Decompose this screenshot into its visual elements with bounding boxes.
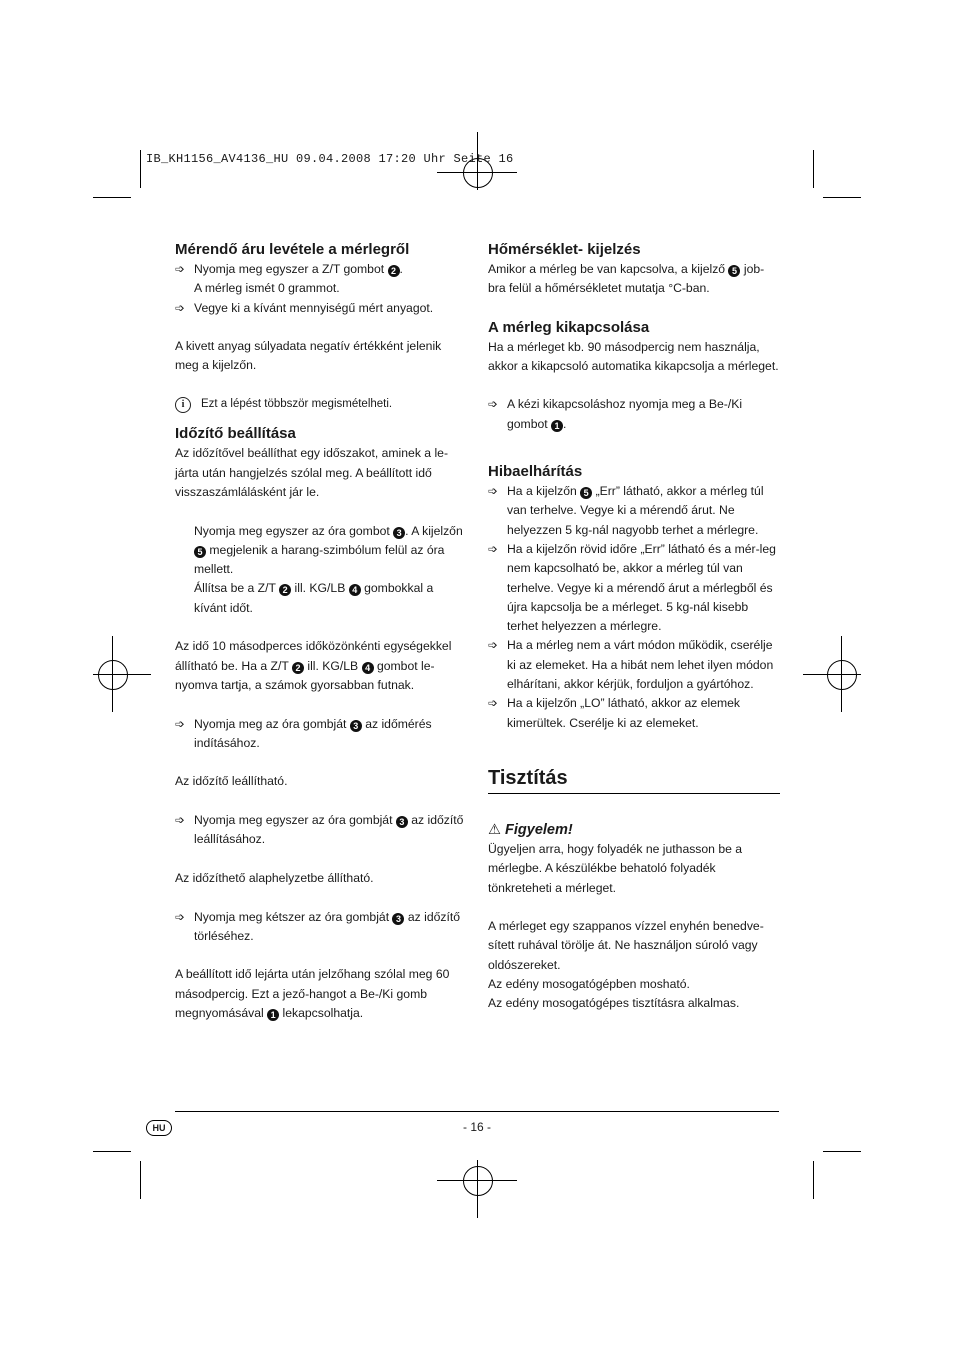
text-fragment: A kézi kikapcsoláshoz nyomja meg a Be-/Ki gombot [507, 397, 743, 431]
registration-mark-circle [463, 1166, 493, 1196]
list-item [488, 482, 780, 540]
crop-mark [93, 197, 131, 198]
list-item [488, 540, 780, 636]
warning-heading [488, 820, 780, 840]
paragraph: Az időzítő leállítható. [175, 774, 288, 789]
button-number-badge: 3 [392, 913, 404, 925]
button-number-badge: 2 [388, 265, 400, 277]
paragraph [175, 522, 467, 618]
text-fragment: az időmérés indításához. [194, 716, 432, 750]
text-fragment: . [563, 416, 567, 431]
button-number-badge: 1 [267, 1009, 279, 1021]
arrow-right-icon: ➩ [488, 541, 499, 556]
list-item [175, 908, 467, 947]
text-fragment: ill. KG/LB [294, 581, 346, 596]
info-icon: i [175, 397, 191, 413]
paragraph [488, 260, 780, 299]
list-item [488, 694, 780, 733]
text-fragment: gombokkal a kívánt időt. [194, 581, 434, 615]
language-badge: HU [146, 1120, 172, 1136]
page-number: - 16 - [462, 1120, 491, 1134]
list-item [488, 636, 780, 694]
registration-mark-circle [98, 660, 128, 690]
arrow-right-icon: ➩ [175, 300, 186, 315]
text-fragment: Állítsa be a Z/T [194, 581, 276, 596]
crop-mark [823, 197, 861, 198]
arrow-right-icon: ➩ [175, 813, 186, 828]
warning-triangle-icon: ⚠ [488, 821, 501, 838]
section-title-troubleshooting: Hibaelhárítás [488, 463, 583, 481]
button-number-badge: 5 [728, 265, 740, 277]
list-item [488, 395, 780, 434]
crop-mark [140, 150, 141, 188]
crop-mark [813, 150, 814, 188]
crop-mark [813, 1161, 814, 1199]
section-title-remove-goods: Mérendő áru levétele a mérlegről [175, 241, 410, 258]
section-title-timer: Időzítő beállítása [175, 425, 296, 443]
paragraph: Ha a mérleget kb. 90 másodpercig nem használja, akkor a kikapcsoló automatika kikapcsolja a mérleget. [488, 339, 779, 373]
button-number-badge: 5 [580, 487, 592, 499]
text-fragment: A mérleg ismét 0 grammot. [194, 281, 340, 296]
section-title-temperature: Hőmérséklet- kijelzés [488, 241, 641, 258]
text-fragment: job-bra felül a hőmérsékletet mutatja °C-ban. [488, 262, 765, 296]
paragraph: Az edény mosogatógépben mosható. [488, 977, 690, 992]
paragraph [175, 965, 467, 1023]
text-fragment: lekapcsolhatja. [282, 1005, 364, 1020]
text-fragment: Nyomja meg egyszer az óra gombot [194, 523, 390, 538]
crop-mark [93, 1151, 131, 1152]
paragraph: Ügyeljen arra, hogy folyadék ne juthasson be a mérlegbe. A készülékbe behatoló folyadék tönkreteheti a mérleget. [488, 841, 743, 895]
right-column [488, 240, 780, 1014]
text-fragment: Ezt a lépést többször megismételheti. [201, 398, 393, 411]
text-fragment: Nyomja meg egyszer az óra gombját [194, 813, 393, 828]
paragraph [175, 637, 467, 695]
arrow-right-icon: ➩ [488, 696, 499, 711]
button-number-badge: 1 [551, 420, 563, 432]
arrow-right-icon: ➩ [488, 484, 499, 499]
button-number-badge: 4 [362, 662, 374, 674]
arrow-right-icon: ➩ [175, 262, 186, 276]
text-fragment: . A kijelzőn [405, 523, 463, 538]
left-column [175, 240, 467, 1023]
text-fragment: Ha a kijelzőn [507, 484, 577, 499]
paragraph: Az időzíthető alaphelyzetbe állítható. [175, 870, 374, 885]
paragraph: A mérleget egy szappanos vízzel enyhén benedve-sített ruhával törölje át. Ne használjon súroló vagy oldószereket. [488, 919, 764, 972]
crop-mark [823, 1151, 861, 1152]
button-number-badge: 3 [393, 527, 405, 539]
list-item [175, 260, 467, 299]
button-number-badge: 3 [396, 816, 408, 828]
text-fragment: ill. KG/LB [307, 658, 359, 673]
text-fragment: . [399, 262, 403, 276]
paragraph: Az edény mosogatógépes tisztításra alkalmas. [488, 996, 740, 1011]
section-title-cleaning: Tisztítás [488, 765, 780, 794]
button-number-badge: 2 [279, 584, 291, 596]
list-item [175, 811, 467, 850]
paragraph: A kivett anyag súlyadata negatív értékként jelenik meg a kijelzőn. [175, 339, 442, 373]
text-fragment: A beállított idő lejárta után jelzőhang szólal meg 60 másodpercig. Ezt a jező-hangot a Be-/Ki gomb megnyomásával [175, 967, 450, 1020]
text-fragment: gombot le-nyomva tartja, a számok gyorsabban futnak. [175, 658, 435, 692]
info-note [175, 395, 467, 414]
list-item [175, 299, 467, 318]
registration-mark-circle [827, 660, 857, 690]
text-fragment: Az idő 10 másodperces időközönkénti egységekkel állítható be. Ha a Z/T [175, 639, 452, 673]
text-fragment: az időzítő törléséhez. [194, 909, 461, 943]
text-fragment: Nyomja meg egyszer a Z/T gombot [194, 262, 385, 276]
list-item [175, 715, 467, 754]
text-fragment: Ha a kijelzőn rövid időre „Err” látható és a mér-leg nem kapcsolható be, akkor a mérleg túl van terhelve. Vegye ki a mérendő árut a mérlegből és újra kapcsolja be a mérleget. 5 kg-nál kisebb terhet helyezzen a mérlegre. [507, 541, 776, 634]
button-number-badge: 4 [349, 584, 361, 596]
arrow-right-icon: ➩ [175, 716, 186, 731]
arrow-right-icon: ➩ [175, 909, 186, 924]
text-fragment: Ha a kijelzőn „LO” látható, akkor az elemek kimerültek. Cserélje ki az elemeket. [507, 696, 741, 730]
arrow-right-icon: ➩ [488, 397, 499, 412]
button-number-badge: 2 [292, 662, 304, 674]
text-fragment: „Err” látható, akkor a mérleg túl van terhelve. Vegye ki a mérendő árut. Ne helyezzen 5 kg-nál nagyobb terhet a mérlegre. [507, 484, 764, 537]
text-fragment: Nyomja meg kétszer az óra gombját [194, 909, 390, 924]
text-fragment: Figyelem! [505, 821, 573, 838]
text-fragment: Amikor a mérleg be van kapcsolva, a kijelző [488, 262, 726, 276]
text-fragment: Nyomja meg az óra gombját [194, 716, 347, 731]
text-fragment: Vegye ki a kívánt mennyiségű mért anyagot. [194, 300, 434, 315]
footer-divider [175, 1111, 779, 1112]
text-fragment: Ha a mérleg nem a várt módon működik, cserélje ki az elemeket. Ha a hibát nem lehet ilyen módon elhárítani, akkor kérjük, forduljon a gyártóhoz. [507, 638, 774, 692]
arrow-right-icon: ➩ [488, 638, 499, 653]
text-fragment: megjelenik a harang-szimbólum felül az óra mellett. [194, 542, 445, 577]
button-number-badge: 3 [350, 720, 362, 732]
crop-mark [140, 1161, 141, 1199]
button-number-badge: 5 [194, 546, 206, 558]
paragraph: Az időzítővel beállíthat egy időszakot, aminek a le-járta után hangjelzés szólal meg. A beállított idő visszaszámlálásként jár le. [175, 446, 449, 499]
print-slug: IB_KH1156_AV4136_HU 09.04.2008 17:20 Uhr Seite 16 [146, 152, 514, 166]
section-title-switch-off: A mérleg kikapcsolása [488, 318, 650, 336]
text-fragment: az időzítő leállításához. [194, 813, 464, 847]
